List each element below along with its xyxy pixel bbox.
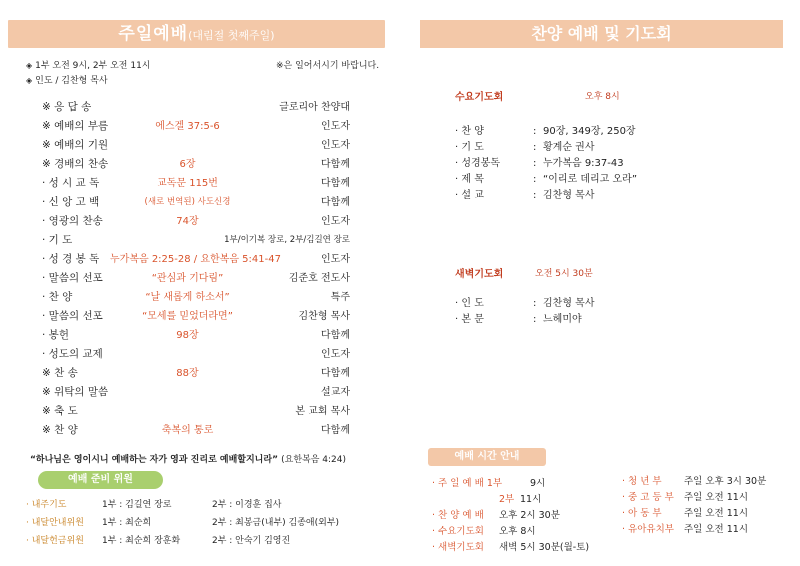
service-schedule [432, 476, 602, 556]
detail-row: · 기 도 : 황계순 권사 [455, 142, 595, 153]
staff-row: · 내달헌금위원 1부 : 최순희 장훈화 2부 : 안숙기 김영진 [26, 536, 291, 546]
staff-row: · 내주기도 1부 : 김길연 장로 2부 : 이경훈 집사 [26, 500, 282, 510]
prayer-meeting-banner: 찬양 예배 및 기도회 [420, 20, 783, 48]
scripture-reference: (요한복음 4:24) [281, 455, 346, 465]
schedule-row: · 수요기도회 오후 8시 [432, 526, 536, 537]
schedule-row: · 중 고 등 부 주일 오전 11시 [622, 492, 749, 503]
detail-row: · 찬 양 : 90장, 349장, 250장 [455, 126, 636, 137]
order-row: · 성 경 봉 독 누가복음 2:25-28 / 요한복음 5:41-47 인도자 [42, 253, 350, 265]
diamond-icon: ◈ [26, 76, 33, 85]
order-row: ※ 찬 양 축복의 통로 다함께 [42, 424, 350, 436]
order-row: ※ 경배의 찬송 6장 다함께 [42, 158, 350, 170]
detail-row: · 인 도 : 김찬형 목사 [455, 298, 595, 309]
staff-row: · 내달안내위원 1부 : 최순희 2부 : 최봉금(내부) 김종애(외부) [26, 518, 340, 528]
department-schedule [622, 474, 792, 538]
order-row: ※ 위탁의 말씀 설교자 [42, 386, 350, 398]
scripture-quote: “하나님은 영이시니 예배하는 자가 영과 진리로 예배할지니라” (요한복음 4:24) [30, 455, 346, 465]
order-row: ※ 예배의 부름 에스겔 37:5-6 인도자 [42, 120, 350, 132]
staff-title-badge: 예배 준비 위원 [38, 471, 163, 489]
dawn-prayer-title: 새벽기도회 [455, 269, 504, 280]
order-row: ※ 찬 송 88장 다함께 [42, 367, 350, 379]
service-leader: ◈ 인도 / 김찬형 목사 [26, 76, 108, 86]
dawn-prayer-time: 오전 5시 30분 [535, 269, 593, 279]
schedule-row: 2부 11시 [499, 494, 542, 505]
detail-row: · 본 문 : 느헤미야 [455, 314, 582, 325]
right-page [400, 0, 800, 566]
order-row: · 말씀의 선포 “관심과 기다림” 김준호 전도사 [42, 272, 350, 284]
diamond-icon: ◈ [26, 61, 33, 70]
order-row: · 말씀의 선포 “모세를 믿었더라면” 김찬형 목사 [42, 310, 350, 322]
order-row: · 기 도 1부/이기복 장로, 2부/김길연 장로 [42, 234, 350, 246]
order-row: ※ 축 도 본 교회 목사 [42, 405, 350, 417]
schedule-title-badge: 예배 시간 안내 [428, 448, 546, 466]
banner-title: 주일예배 [118, 24, 189, 44]
schedule-row: · 주 일 예 배 1부 9시 [432, 478, 546, 489]
order-of-worship [30, 98, 348, 440]
order-row: · 성도의 교제 인도자 [42, 348, 350, 360]
detail-row: · 성경봉독 : 누가복음 9:37-43 [455, 158, 624, 169]
order-row: ※ 응 답 송 글로리아 찬양대 [42, 101, 350, 113]
order-row: · 찬 양 “날 새롭게 하소서” 특주 [42, 291, 350, 303]
schedule-row: · 찬 양 예 배 오후 2시 30분 [432, 510, 560, 521]
standing-note: ※은 일어서시기 바랍니다. [276, 61, 380, 71]
schedule-row: · 아 동 부 주일 오전 11시 [622, 508, 749, 519]
service-times: ◈ 1부 오전 9시, 2부 오전 11시 [26, 61, 151, 71]
order-row: ※ 예배의 기원 인도자 [42, 139, 350, 151]
schedule-row: · 유아유치부 주일 오전 11시 [622, 524, 749, 535]
schedule-row: · 청 년 부 주일 오후 3시 30분 [622, 476, 767, 487]
order-row: · 영광의 찬송 74장 인도자 [42, 215, 350, 227]
wednesday-prayer-details [455, 124, 637, 204]
wednesday-prayer-time: 오후 8시 [585, 92, 620, 102]
detail-row: · 제 목 : “이리로 데리고 오라” [455, 174, 637, 185]
order-row: · 신 앙 고 백 (새로 번역된) 사도신경 다함께 [42, 196, 350, 208]
detail-row: · 설 교 : 김찬형 목사 [455, 190, 595, 201]
wednesday-prayer-title: 수요기도회 [455, 92, 504, 103]
schedule-row: · 새벽기도회 새벽 5시 30분(월-토) [432, 542, 590, 553]
banner-subtitle: (대림절 첫째주일) [188, 29, 275, 42]
dawn-prayer-details [455, 296, 594, 328]
sunday-service-banner [8, 20, 385, 48]
order-row: · 봉헌 98장 다함께 [42, 329, 350, 341]
order-row: · 성 시 교 독 교독문 115번 다함께 [42, 177, 350, 189]
staff-list [22, 496, 392, 550]
